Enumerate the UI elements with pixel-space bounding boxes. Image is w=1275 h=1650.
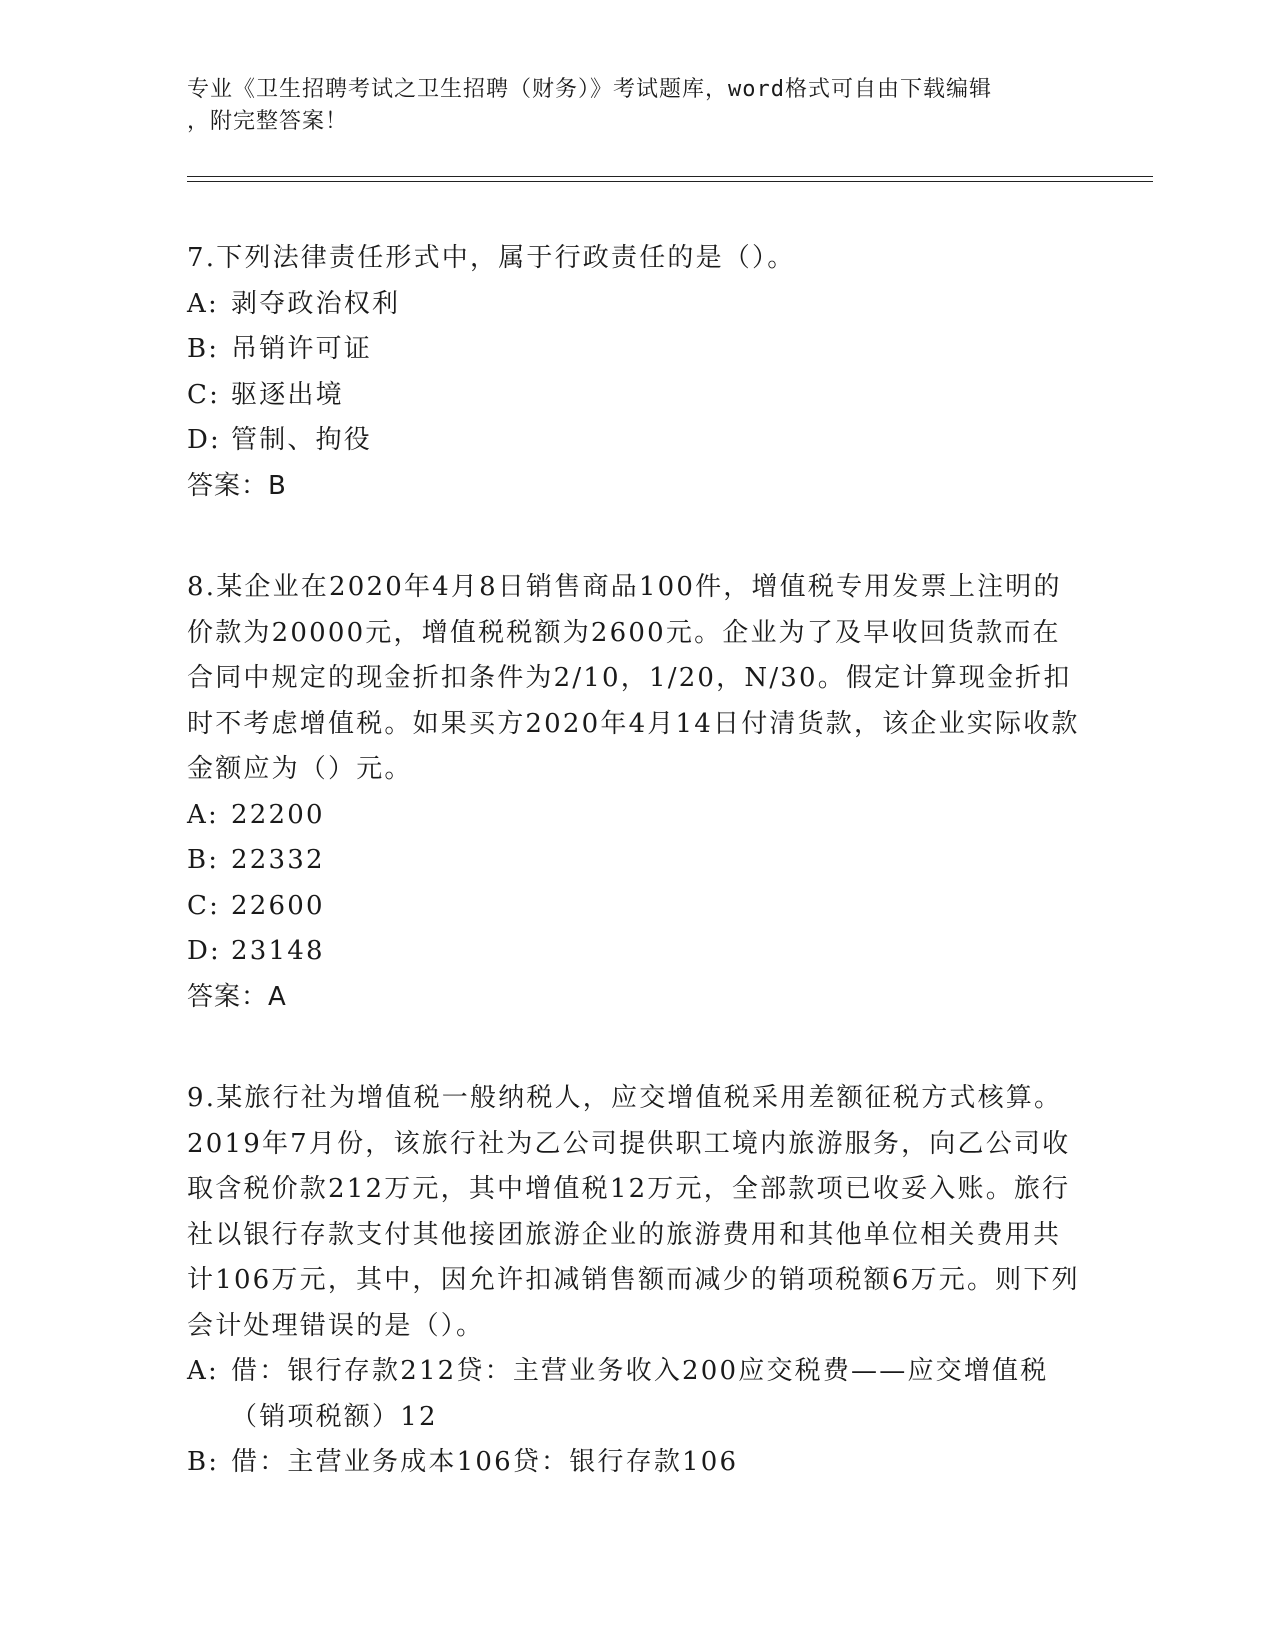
option-b bbox=[187, 1440, 1087, 1486]
answer-line: 答案：B bbox=[187, 470, 287, 501]
option-text: 吊销许可证 bbox=[231, 334, 373, 364]
header-divider-bottom bbox=[187, 181, 1153, 182]
option-label: B: bbox=[187, 845, 220, 875]
option-label: D: bbox=[187, 425, 222, 455]
question-9 bbox=[187, 1076, 1087, 1486]
option-a bbox=[187, 1349, 1087, 1440]
question-7 bbox=[187, 236, 1087, 509]
option-text: 剥夺政治权利 bbox=[231, 288, 401, 319]
option-c bbox=[187, 884, 1087, 930]
option-text: 22600 bbox=[231, 890, 325, 921]
option-label: D: bbox=[187, 936, 222, 966]
option-b bbox=[187, 838, 1087, 884]
option-d bbox=[187, 929, 1087, 975]
option-label: A: bbox=[187, 288, 219, 319]
option-text: 23148 bbox=[231, 936, 325, 966]
question-text: 8.某企业在2020年4月8日销售商品100件，增值税专用发票上注明的价款为20000元，增值税税额为2600元。企业为了及早收回货款而在合同中规定的现金折扣条件为2/10，1/20，N/30。假定计算现金折扣时不考虑增值税。如果买方2020年4月14日付清货款，该企业实际收款金额应为（）元。 bbox=[187, 572, 1080, 784]
option-label: A: bbox=[187, 1356, 219, 1386]
option-b bbox=[187, 327, 1087, 373]
option-text: 22332 bbox=[231, 845, 325, 875]
header-line-2: ，附完整答案！ bbox=[187, 109, 349, 134]
header-line-1: 专业《卫生招聘考试之卫生招聘（财务）》考试题库，word格式可自由下载编辑 bbox=[187, 77, 992, 102]
option-label: C: bbox=[187, 890, 221, 921]
option-a bbox=[187, 282, 1087, 328]
header-divider-top bbox=[187, 176, 1153, 177]
option-text: 22200 bbox=[231, 799, 325, 830]
document-header bbox=[187, 74, 1067, 138]
option-text: 管制、拘役 bbox=[231, 425, 373, 455]
option-text: 驱逐出境 bbox=[231, 379, 344, 410]
question-list bbox=[187, 236, 1087, 1542]
option-text: 借：主营业务成本106贷：银行存款106 bbox=[231, 1447, 739, 1477]
option-a bbox=[187, 793, 1087, 839]
option-label: B: bbox=[187, 334, 220, 364]
option-d bbox=[187, 418, 1087, 464]
option-label: C: bbox=[187, 379, 221, 410]
option-label: A: bbox=[187, 799, 219, 830]
option-c bbox=[187, 373, 1087, 419]
question-8 bbox=[187, 565, 1087, 1020]
question-text: 7.下列法律责任形式中，属于行政责任的是（）。 bbox=[187, 243, 796, 273]
option-text: 借：银行存款212贷：主营业务收入200应交税费——应交增值税（销项税额）12 bbox=[231, 1356, 1049, 1432]
question-text: 9.某旅行社为增值税一般纳税人，应交增值税采用差额征税方式核算。2019年7月份，该旅行社为乙公司提供职工境内旅游服务，向乙公司收取含税价款212万元，其中增值税12万元，全部款项已收妥入账。旅行社以银行存款支付其他接团旅游企业的旅游费用和其他单位相关费用共计106万元，其中，因允许扣减销售额而减少的销项税额6万元。则下列会计处理错误的是（）。 bbox=[187, 1083, 1080, 1341]
answer-line: 答案：A bbox=[187, 981, 287, 1012]
option-label: B: bbox=[187, 1447, 220, 1477]
